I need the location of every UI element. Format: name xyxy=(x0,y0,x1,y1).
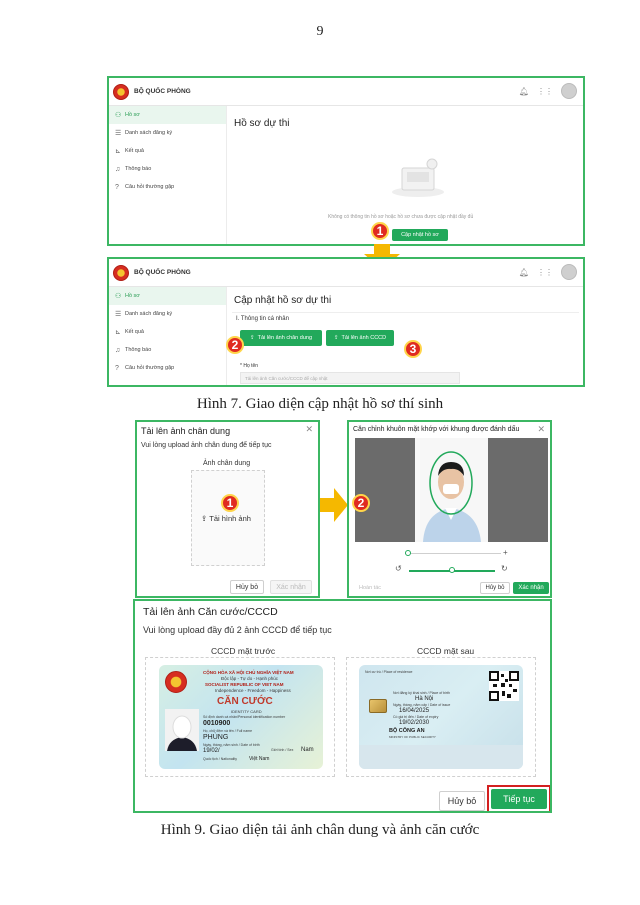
emblem-logo xyxy=(113,265,129,281)
rotate-left-icon[interactable]: ↺ xyxy=(395,564,402,573)
zoom-plus-button[interactable]: + xyxy=(503,548,508,557)
emblem-logo xyxy=(113,84,129,100)
id-number: 0010900 xyxy=(203,720,231,727)
front-label: CCCD mặt trước xyxy=(211,646,276,656)
emblem-icon xyxy=(165,671,187,693)
cancel-button[interactable]: Hủy bỏ xyxy=(230,580,264,594)
dialog-title: Căn chỉnh khuôn mặt khớp với khung được đánh dấu xyxy=(353,426,520,433)
step-marker-1: 1 xyxy=(221,494,239,512)
bell-icon[interactable]: 🔔︎ xyxy=(518,267,529,277)
crop-mask-right xyxy=(488,438,548,542)
authority-en: MINISTRY OF PUBLIC SECURITY xyxy=(389,735,436,739)
user-icon: ⚇ xyxy=(115,112,122,119)
section-title: I. Thông tin cá nhân xyxy=(236,316,289,322)
issue-date: 16/04/2025 xyxy=(399,708,430,714)
card-title: CĂN CƯỚC xyxy=(217,696,273,707)
screenshot-profile xyxy=(107,76,585,246)
zoom-handle[interactable] xyxy=(405,550,411,556)
zoom-slider[interactable] xyxy=(405,553,501,554)
birth-reg-label: Nơi đăng ký khai sinh / Place of birth xyxy=(393,691,450,695)
figure-7-caption: Hình 7. Giao diện cập nhật hồ sơ thí sinh xyxy=(196,396,444,412)
name-input[interactable]: Tải lên ảnh Căn cước/CCCD để cập nhật xyxy=(240,372,460,384)
empty-inbox-icon xyxy=(388,154,448,198)
expiry-date: 19/02/2030 xyxy=(399,720,430,726)
card-subtitle: IDENTITY CARD xyxy=(231,709,262,714)
step-marker-1: 1 xyxy=(371,222,389,240)
page-title: Cập nhật hồ sơ dự thi xyxy=(234,295,332,306)
question-icon: ? xyxy=(115,364,119,372)
bell-icon[interactable]: 🔔︎ xyxy=(518,86,529,96)
chart-icon: ⊾ xyxy=(115,329,121,336)
figure-9-caption: Hình 9. Giao diện tải ảnh chân dung và ảnh căn cước xyxy=(160,822,480,838)
sidebar-item-danh-sach[interactable]: ☰ Danh sách đăng ký xyxy=(115,130,173,137)
mrz-strip xyxy=(359,745,523,769)
list-icon: ☰ xyxy=(115,130,122,137)
step-marker-3: 3 xyxy=(404,340,422,358)
card-header-2: Độc lập - Tự do - Hạnh phúc xyxy=(221,676,278,681)
top-bar xyxy=(109,78,583,106)
update-profile-button[interactable]: Cập nhật hồ sơ xyxy=(392,229,448,241)
upload-image-link[interactable]: ⇪ Tải hình ảnh xyxy=(201,514,251,523)
upload-icon: ⇪ xyxy=(333,335,339,341)
issue-label: Ngày, tháng, năm cấp / Date of issue xyxy=(393,703,451,707)
sidebar-item-faq[interactable]: ? Câu hỏi thường gặp xyxy=(115,183,175,191)
dialog-title: Tải lên ảnh Căn cước/CCCD xyxy=(143,606,278,618)
upload-cccd-button[interactable]: ⇪ Tải lên ảnh CCCD xyxy=(326,330,394,346)
sidebar xyxy=(109,106,227,244)
rotate-handle[interactable] xyxy=(449,567,455,573)
avatar[interactable] xyxy=(561,264,577,280)
residence-label: Nơi cư trú / Place of residence xyxy=(365,670,413,674)
main-content xyxy=(228,287,583,385)
birth-place: Hà Nội xyxy=(415,696,434,702)
crop-mask-left xyxy=(355,438,415,542)
question-icon: ? xyxy=(115,183,119,191)
name-label: Họ, chữ đệm và tên / Full name xyxy=(203,729,253,733)
card-header-3: SOCIALIST REPUBLIC OF VIET NAM xyxy=(205,682,284,687)
dialog-title: Tải lên ảnh chân dung xyxy=(141,426,231,436)
sidebar-item-thong-bao[interactable]: ♫ Thông báo xyxy=(115,346,152,354)
cccd-upload-dialog xyxy=(133,599,552,813)
sex-value: Nam xyxy=(301,747,314,753)
empty-message: Không có thông tin hồ sơ hoặc hồ sơ chưa được cập nhật đầy đủ xyxy=(328,214,474,220)
cccd-back-card xyxy=(359,665,523,769)
sidebar-item-thong-bao[interactable]: ♫ Thông báo xyxy=(115,165,152,173)
avatar[interactable] xyxy=(561,83,577,99)
upload-icon: ⇪ xyxy=(249,335,255,341)
back-label: CCCD mặt sau xyxy=(417,646,475,656)
continue-button[interactable]: Tiếp tục xyxy=(491,789,547,809)
card-header-4: Independence - Freedom - Happiness xyxy=(215,688,291,693)
portrait-photo xyxy=(415,438,488,542)
authority: BỘ CÔNG AN xyxy=(389,728,425,734)
step-marker-2: 2 xyxy=(352,494,370,512)
sidebar-item-ho-so[interactable]: ⚇ Hồ sơ xyxy=(109,287,226,305)
close-icon[interactable]: ✕ xyxy=(305,424,313,434)
nationality-value: Việt Nam xyxy=(249,756,270,762)
cccd-front-card xyxy=(159,665,323,769)
sidebar-item-ket-qua[interactable]: ⊾ Kết quả xyxy=(115,329,144,336)
chart-icon: ⊾ xyxy=(115,148,121,155)
dob-value: 19/02/ xyxy=(203,748,220,754)
page-title: Hồ sơ dự thi xyxy=(234,118,290,129)
upload-icon: ⇪ xyxy=(201,514,210,523)
right-arrow-icon xyxy=(320,488,348,522)
crop-dialog xyxy=(347,420,552,598)
apps-grid-icon[interactable]: ⋮⋮ xyxy=(537,267,553,277)
brand-name: BỘ QUỐC PHÒNG xyxy=(134,269,191,276)
undo-button[interactable]: Hoàn tác xyxy=(359,585,382,591)
sidebar-item-danh-sach[interactable]: ☰ Danh sách đăng ký xyxy=(115,311,173,318)
cancel-button[interactable]: Hủy bỏ xyxy=(439,791,485,811)
crop-canvas[interactable] xyxy=(355,438,548,542)
holder-name: PHÙNG xyxy=(203,734,229,741)
sidebar xyxy=(109,287,227,385)
section-divider xyxy=(232,312,579,313)
apps-grid-icon[interactable]: ⋮⋮ xyxy=(537,86,553,96)
confirm-button[interactable]: Xác nhận xyxy=(513,582,549,594)
confirm-button[interactable]: Xác nhận xyxy=(270,580,312,594)
rotate-right-icon[interactable]: ↻ xyxy=(501,564,508,573)
chip-icon xyxy=(369,699,387,713)
sidebar-item-faq[interactable]: ? Câu hỏi thường gặp xyxy=(115,364,175,372)
id-portrait-photo xyxy=(165,709,199,751)
id-label: Số định danh cá nhân/Personal identification number xyxy=(203,715,286,719)
nationality-label: Quốc tịch / Nationality xyxy=(203,757,238,761)
top-bar xyxy=(109,259,583,287)
name-label: * Họ tên xyxy=(240,363,259,369)
card-header-1: CỘNG HÒA XÃ HỘI CHỦ NGHĨA VIỆT NAM xyxy=(203,670,294,675)
portrait-box-label: Ảnh chân dung xyxy=(203,460,251,467)
main-content xyxy=(228,106,583,244)
dialog-subtitle: Vui lòng upload ảnh chân dung để tiếp tục xyxy=(141,442,272,449)
close-icon[interactable]: ✕ xyxy=(537,424,545,434)
qr-code-icon xyxy=(489,671,519,701)
list-icon: ☰ xyxy=(115,311,122,318)
upload-portrait-button[interactable]: ⇪ Tải lên ảnh chân dung xyxy=(240,330,322,346)
expiry-label: Có giá trị đến / Date of expiry xyxy=(393,715,439,719)
dialog-subtitle: Vui lòng upload đầy đủ 2 ảnh CCCD để tiếp tục xyxy=(143,625,332,635)
page-number: 9 xyxy=(316,24,324,39)
screenshot-update-profile xyxy=(107,257,585,387)
cancel-button[interactable]: Hủy bỏ xyxy=(480,582,510,594)
bell-icon: ♫ xyxy=(115,165,121,173)
sidebar-item-ho-so[interactable]: ⚇ Hồ sơ xyxy=(109,106,226,124)
sidebar-item-ket-qua[interactable]: ⊾ Kết quả xyxy=(115,148,144,155)
brand-name: BỘ QUỐC PHÒNG xyxy=(134,88,191,95)
dob-label: Ngày, tháng, năm sinh / Date of birth xyxy=(203,743,260,747)
step-marker-2: 2 xyxy=(226,336,244,354)
user-icon: ⚇ xyxy=(115,293,122,300)
bell-icon: ♫ xyxy=(115,346,121,354)
sex-label: Giới tính / Sex xyxy=(271,748,294,752)
